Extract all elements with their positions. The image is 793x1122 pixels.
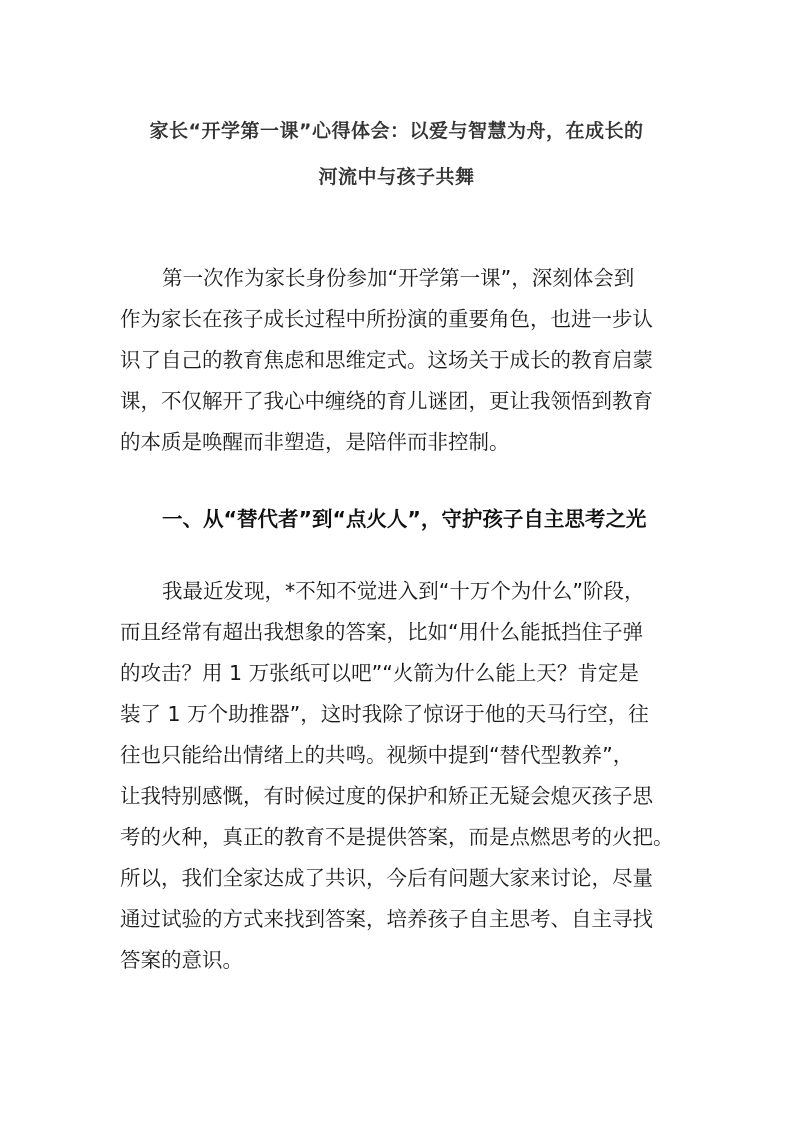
paragraph-line: 答案的意识。 <box>120 948 243 972</box>
paragraph-line: 而且经常有超出我想象的答案，比如“用什么能抵挡住子弹 <box>120 620 644 644</box>
paragraph-line: 装了 1 万个助推器”，这时我除了惊讶于他的天马行空，往 <box>120 702 649 726</box>
paragraph-line: 通过试验的方式来找到答案，培养孩子自主思考、自主寻找 <box>120 907 653 931</box>
paragraph-line: 的攻击？用 1 万张纸可以吧”“火箭为什么能上天？肯定是 <box>120 661 639 685</box>
paragraph-line: 课，不仅解开了我心中缠绕的育儿谜团，更让我领悟到教育 <box>120 389 653 413</box>
paragraph-line: 让我特别感慨，有时候过度的保护和矫正无疑会熄灭孩子思 <box>120 784 653 808</box>
title-line-2: 河流中与孩子共舞 <box>318 166 475 188</box>
paragraph-line: 识了自己的教育焦虑和思维定式。这场关于成长的教育启蒙 <box>120 348 653 372</box>
paragraph-section-1 <box>120 571 680 981</box>
document-title <box>100 108 693 200</box>
section-heading-1: 一、从“替代者”到“点火人”，守护孩子自主思考之光 <box>162 507 647 531</box>
paragraph-line: 往也只能给出情绪上的共鸣。视频中提到“替代型教养”， <box>120 743 634 767</box>
paragraph-intro <box>120 258 680 463</box>
paragraph-line: 所以，我们全家达成了共识，今后有问题大家来讨论，尽量 <box>120 866 653 890</box>
title-line-1: 家长“开学第一课”心得体会：以爱与智慧为舟，在成长的 <box>149 120 644 142</box>
paragraph-line: 第一次作为家长身份参加“开学第一课”，深刻体会到 <box>162 266 635 290</box>
paragraph-line: 的本质是唤醒而非塑造，是陪伴而非控制。 <box>120 430 510 454</box>
paragraph-line: 考的火种，真正的教育不是提供答案，而是点燃思考的火把。 <box>120 825 674 849</box>
paragraph-line: 作为家长在孩子成长过程中所扮演的重要角色，也进一步认 <box>120 307 653 331</box>
paragraph-line: 我最近发现，*不知不觉进入到“十万个为什么”阶段， <box>162 579 645 603</box>
